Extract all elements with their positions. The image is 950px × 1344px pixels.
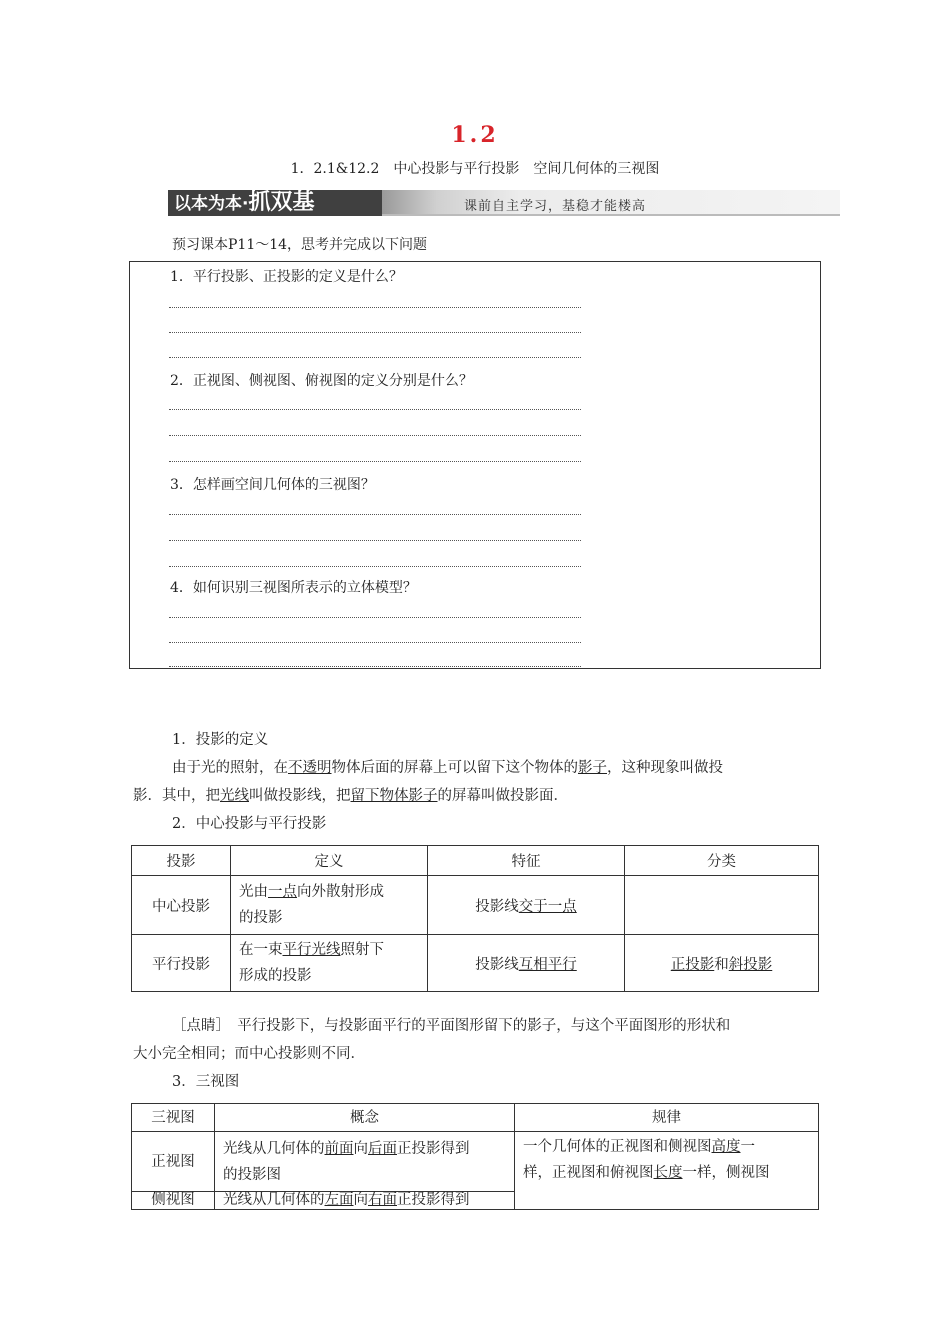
answer-line[interactable]: [169, 409, 581, 410]
answer-line[interactable]: [169, 307, 581, 308]
text: 叫做投影线，把: [249, 788, 351, 804]
answer-term: 留下物体影子: [350, 788, 438, 804]
text: 光线从几何体的: [223, 1192, 325, 1208]
answer-line[interactable]: [169, 461, 581, 462]
rule-cell: [515, 1132, 819, 1210]
answer-term: 影子: [578, 760, 607, 776]
projection-name: 中心投影: [132, 876, 231, 935]
column-header: 投影: [132, 846, 231, 876]
banner-motto: 课前自主学习，基稳才能楼高: [464, 199, 647, 214]
answer-line[interactable]: [169, 332, 581, 333]
answer-line[interactable]: [169, 435, 581, 436]
answer-term: 后面: [368, 1140, 397, 1157]
column-header: 规律: [515, 1104, 819, 1132]
answer-term: 斜投影: [728, 956, 773, 973]
text: 物体后面的屏幕上可以留下这个物体的: [331, 760, 578, 776]
column-header: 分类: [625, 846, 819, 876]
text: 一个几何体的正视图和侧视图: [523, 1139, 712, 1155]
section-2-heading: 2．中心投影与平行投影: [172, 816, 327, 832]
banner-label: [168, 190, 382, 216]
table-row: [132, 1132, 819, 1192]
text: 和: [714, 956, 729, 973]
feature-cell: [428, 876, 625, 935]
text: 一: [740, 1139, 755, 1155]
answer-term: 交于一点: [518, 898, 577, 915]
answer-term: 左面: [324, 1192, 354, 1208]
answer-term: 平行光线: [282, 942, 341, 958]
banner-label-big: 抓双基: [248, 190, 315, 215]
text: 影．其中，把: [133, 788, 220, 804]
answer-line[interactable]: [169, 514, 581, 515]
text: 投影线: [475, 898, 519, 915]
section-banner: [168, 190, 840, 216]
text: 光线从几何体的: [223, 1140, 325, 1157]
column-header: 三视图: [132, 1104, 215, 1132]
preview-instruction: 预习课本P11～14，思考并完成以下问题: [172, 237, 428, 253]
category-cell: [625, 935, 819, 992]
question-4: 4．如何识别三视图所表示的立体模型？: [170, 580, 417, 596]
text: 的投影图: [223, 1166, 281, 1183]
question-2: 2．正视图、侧视图、俯视图的定义分别是什么？: [170, 373, 473, 389]
definition-line-2: [133, 782, 568, 810]
answer-line[interactable]: [169, 357, 581, 358]
text: 照射下: [340, 942, 384, 958]
answer-term: 右面: [368, 1192, 397, 1208]
table-header-row: [132, 846, 819, 876]
question-1: 1．平行投影、正投影的定义是什么？: [170, 269, 403, 285]
view-name: 正视图: [132, 1132, 215, 1192]
answer-line[interactable]: [169, 540, 581, 541]
section-3-heading: 3．三视图: [172, 1074, 240, 1090]
concept-cell: [215, 1132, 515, 1192]
column-header: 特征: [428, 846, 625, 876]
projection-name: 平行投影: [132, 935, 231, 992]
category-cell: [625, 876, 819, 935]
answer-line[interactable]: [169, 642, 581, 643]
text: 形成的投影: [239, 968, 312, 984]
three-view-table: [131, 1103, 819, 1210]
concept-cell: [215, 1192, 515, 1210]
text: ，这种现象叫做投: [607, 760, 723, 776]
column-header: 定义: [231, 846, 428, 876]
text: 正投影得到: [397, 1192, 470, 1208]
text: 样，正视图和俯视图: [523, 1165, 654, 1181]
answer-term: 不透明: [288, 760, 332, 776]
answer-term: 光线: [220, 788, 249, 804]
definition-cell: [231, 935, 428, 992]
column-header: 概念: [215, 1104, 515, 1132]
text: 的屏幕叫做投影面．: [437, 788, 568, 804]
feature-cell: [428, 935, 625, 992]
answer-term: 互相平行: [518, 956, 577, 973]
table-row: [132, 876, 819, 935]
text: 的投影: [239, 910, 283, 926]
question-box: [129, 261, 821, 669]
page-subtitle: 1．2.1&12.2 中心投影与平行投影 空间几何体的三视图: [290, 161, 660, 177]
text: 在一束: [239, 942, 283, 958]
section-number: 1.2: [451, 122, 499, 148]
note-line-1: ［点睛］ 平行投影下，与投影面平行的平面图形留下的影子，与这个平面图形的形状和: [172, 1018, 731, 1034]
text: 由于光的照射，在: [172, 760, 288, 776]
text: 光由: [239, 884, 268, 900]
answer-line[interactable]: [169, 617, 581, 618]
view-name: 侧视图: [132, 1192, 215, 1210]
text: 投影线: [475, 956, 519, 973]
text: 向: [353, 1192, 368, 1208]
definition-cell: [231, 876, 428, 935]
answer-term: 高度: [711, 1139, 741, 1155]
question-3: 3．怎样画空间几何体的三视图？: [170, 477, 375, 493]
section-1-heading: 1．投影的定义: [172, 732, 269, 748]
text: 向外散射形成: [297, 884, 384, 900]
table-header-row: [132, 1104, 819, 1132]
definition-line-1: [172, 754, 723, 782]
answer-term: 长度: [653, 1165, 683, 1181]
answer-term: 正投影: [670, 956, 715, 973]
text: 向: [353, 1140, 368, 1157]
projection-table: [131, 845, 819, 992]
answer-term: 一点: [268, 884, 297, 900]
text: 一样，侧视图: [682, 1165, 770, 1181]
text: 正投影得到: [397, 1140, 470, 1157]
answer-term: 前面: [324, 1140, 354, 1157]
banner-label-text: 以本为本·: [174, 194, 249, 214]
answer-line[interactable]: [169, 666, 581, 667]
answer-line[interactable]: [169, 566, 581, 567]
table-row: [132, 935, 819, 992]
note-line-2: 大小完全相同；而中心投影则不同．: [133, 1046, 365, 1062]
